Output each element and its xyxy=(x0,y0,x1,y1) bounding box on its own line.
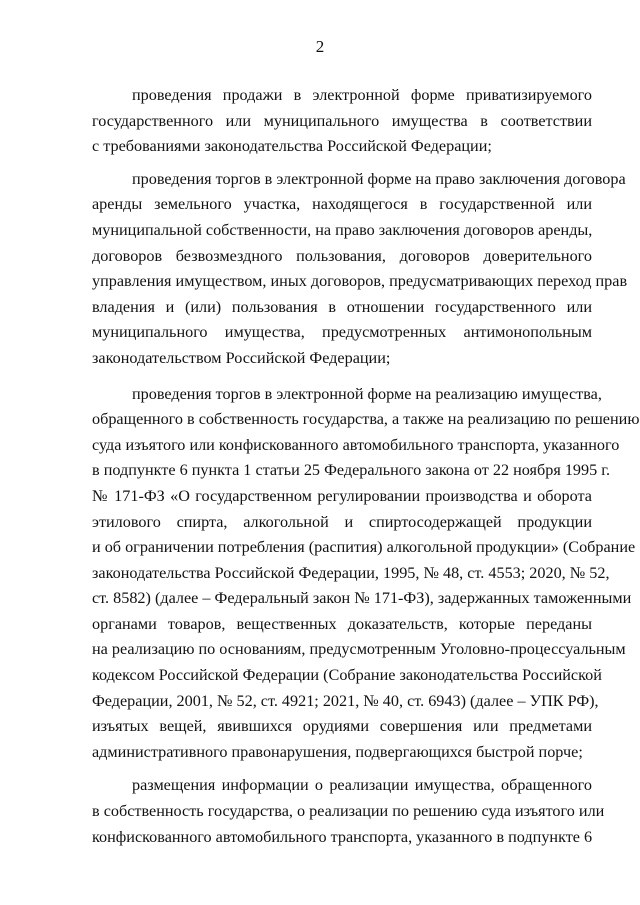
text-line: кодексом Российской Федерации (Собрание законодательства Российской xyxy=(92,666,602,685)
text-line: изъятых вещей, явившихся орудиями совершения или предметами xyxy=(92,717,592,736)
text-line: владения и (или) пользования в отношении государственного или xyxy=(92,297,592,316)
paragraph xyxy=(92,773,605,850)
text-line: ст. 8582) (далее – Федеральный закон № 171-ФЗ), задержанных таможенными xyxy=(92,589,632,608)
text-line: органами товаров, вещественных доказательств, которые переданы xyxy=(92,614,592,633)
text-line: законодательством Российской Федерации; xyxy=(92,348,391,367)
text-line: в подпункте 6 пункта 1 статьи 25 Федерального закона от 22 ноября 1995 г. xyxy=(92,461,611,480)
paragraph xyxy=(92,83,592,160)
text-line: конфискованного автомобильного транспорта, указанного в подпункте 6 xyxy=(92,827,593,846)
page-number: 2 xyxy=(315,37,325,56)
text-line: на реализацию по основаниям, предусмотренным Уголовно-процессуальным xyxy=(92,640,626,659)
text-line: проведения торгов в электронной форме на право заключения договора xyxy=(132,169,626,188)
text-line: с требованиями законодательства Российской Федерации; xyxy=(92,137,492,156)
text-line: муниципального имущества, предусмотренных антимонопольным xyxy=(92,323,592,342)
text-line: этилового спирта, алкогольной и спиртосодержащей продукции xyxy=(92,512,592,531)
text-line: аренды земельного участка, находящегося в государственной или xyxy=(92,195,592,214)
text-line: законодательства Российской Федерации, 1995, № 48, ст. 4553; 2020, № 52, xyxy=(92,563,610,582)
text-line: размещения информации о реализации имущества, обращенного xyxy=(132,776,592,795)
text-line: суда изъятого или конфискованного автомобильного транспорта, указанного xyxy=(92,435,620,454)
text-line: административного правонарушения, подвергающихся быстрой порче; xyxy=(92,742,583,761)
text-line: проведения торгов в электронной форме на реализацию имущества, xyxy=(132,384,602,403)
text-line: управления имуществом, иных договоров, предусматривающих переход прав xyxy=(92,272,628,291)
paragraph xyxy=(92,382,640,766)
text-line: обращенного в собственность государства, а также на реализацию по решению xyxy=(92,410,640,429)
text-line: договоров безвозмездного пользования, договоров доверительного xyxy=(92,246,592,265)
text-line: в собственность государства, о реализации по решению суда изъятого или xyxy=(92,802,605,821)
document-body xyxy=(92,83,640,850)
text-line: Федерации, 2001, № 52, ст. 4921; 2021, № 40, ст. 6943) (далее – УПК РФ), xyxy=(92,691,599,710)
text-line: проведения продажи в электронной форме приватизируемого xyxy=(132,86,592,104)
text-line: № 171-ФЗ «О государственном регулировании производства и оборота xyxy=(92,486,592,505)
text-line: государственного или муниципального имущества в соответствии xyxy=(92,111,592,130)
text-line: муниципальной собственности, на право заключения договоров аренды, xyxy=(92,220,593,239)
paragraph xyxy=(92,167,628,372)
text-line: и об ограничении потребления (распития) алкогольной продукции» (Собрание xyxy=(92,538,636,557)
